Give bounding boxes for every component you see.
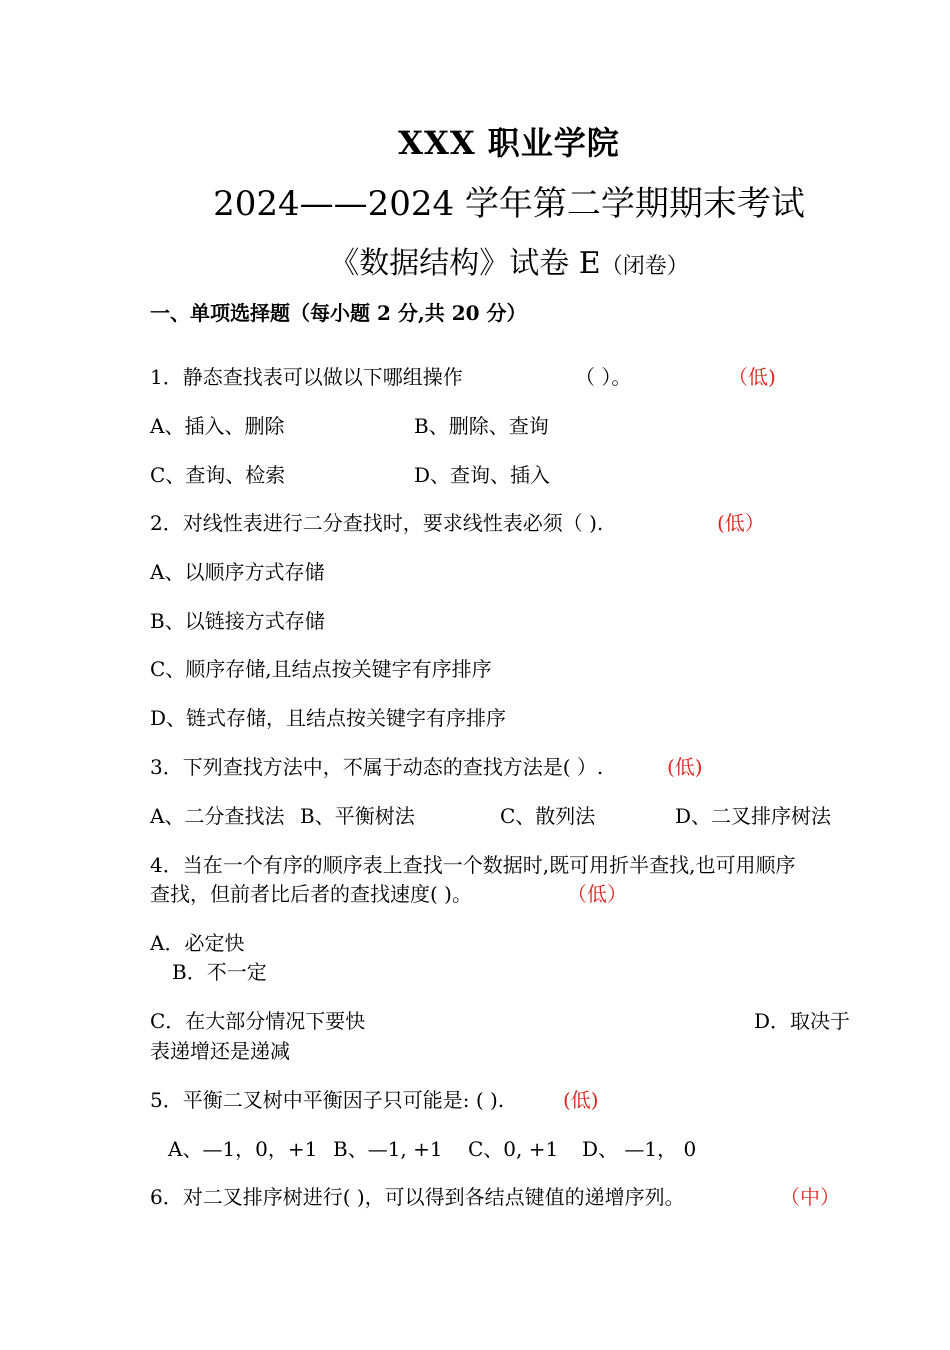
q5-option-a: A、—1，0，+1 xyxy=(168,1137,318,1161)
q3-option-a: A、二分查找法 xyxy=(150,804,285,828)
q1-paren: （ ）。 xyxy=(575,365,632,389)
q4-option-d-line1: D．取决于 xyxy=(754,1009,851,1033)
q5-stem: 5．平衡二叉树中平衡因子只可能是: ( ). xyxy=(150,1088,505,1112)
q3-option-c: C、散列法 xyxy=(500,804,596,828)
q4-option-c: C．在大部分情况下要快 xyxy=(150,1009,366,1033)
q1-option-c: C、查询、检索 xyxy=(150,463,286,487)
exam-title: 2024——2024 学年第二学期期末考试 xyxy=(213,184,805,224)
q2-difficulty: (低） xyxy=(717,511,765,535)
q4-option-b: B．不一定 xyxy=(172,960,267,984)
q5-difficulty: (低) xyxy=(563,1088,599,1112)
q1-option-b: B、删除、查询 xyxy=(414,414,549,438)
q5-option-c: C、0, +1 xyxy=(468,1137,559,1161)
course-title xyxy=(0,238,950,282)
q1-difficulty: （低) xyxy=(728,365,776,389)
q2-stem: 2．对线性表进行二分查找时，要求线性表必须（ ). xyxy=(150,511,604,535)
q2-option-d: D、链式存储，且结点按关键字有序排序 xyxy=(150,706,507,730)
q4-stem-line2: 查找，但前者比后者的查找速度( )。 xyxy=(150,882,472,906)
q4-stem-line1: 4．当在一个有序的顺序表上查找一个数据时,既可用折半查找,也可用顺序 xyxy=(150,853,796,877)
q1-option-d: D、查询、插入 xyxy=(414,463,551,487)
q6-stem: 6．对二叉排序树进行( )，可以得到各结点键值的递增序列。 xyxy=(150,1185,685,1209)
q4-difficulty: （低） xyxy=(567,882,627,906)
school-name: XXX 职业学院 xyxy=(398,124,620,162)
q3-option-d: D、二叉排序树法 xyxy=(675,804,832,828)
q2-option-a: A、以顺序方式存储 xyxy=(150,560,325,584)
q4-option-a: A．必定快 xyxy=(150,931,245,955)
q5-option-d: D、 —1， 0 xyxy=(582,1137,697,1161)
q3-option-b: B、平衡树法 xyxy=(300,804,415,828)
course-name: 《数据结构》试卷 E xyxy=(329,246,601,281)
closed-book-note: （闭卷） xyxy=(600,254,689,279)
q6-difficulty: （中） xyxy=(780,1185,840,1209)
section-heading-single-choice: 一、单项选择题（每小题 2 分,共 20 分） xyxy=(150,301,527,325)
q1-stem: 1．静态查找表可以做以下哪组操作 xyxy=(150,365,463,389)
q4-option-d-line2: 表递增还是递减 xyxy=(150,1039,290,1063)
q3-difficulty: (低) xyxy=(667,755,703,779)
q1-option-a: A、插入、删除 xyxy=(150,414,285,438)
q3-stem: 3．下列查找方法中，不属于动态的查找方法是( ）. xyxy=(150,755,604,779)
q2-option-b: B、以链接方式存储 xyxy=(150,609,325,633)
q2-option-c: C、顺序存储,且结点按关键字有序排序 xyxy=(150,657,492,681)
q5-option-b: B、—1, +1 xyxy=(333,1137,443,1161)
